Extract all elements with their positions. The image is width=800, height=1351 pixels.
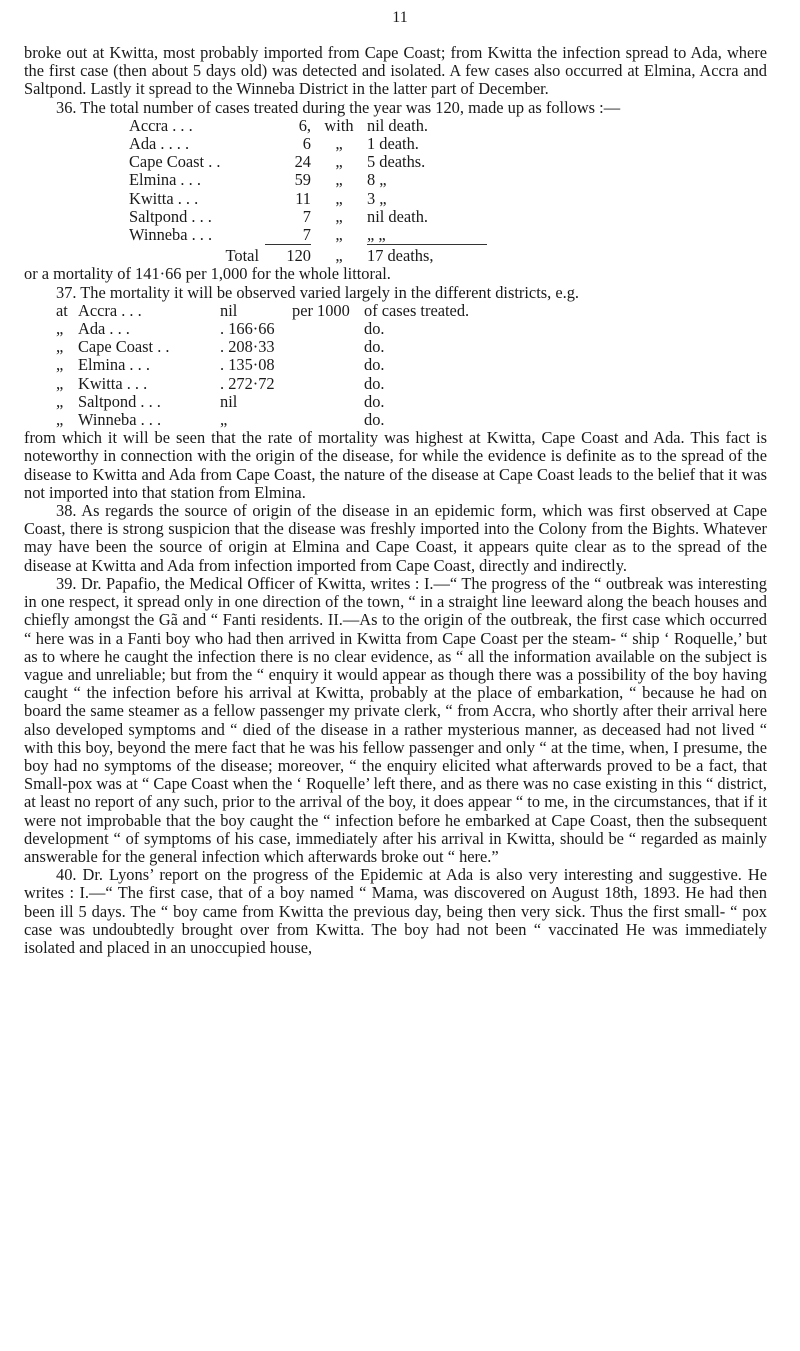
with-cell: „	[335, 225, 343, 245]
tail-cell: do.	[364, 319, 385, 339]
cases-cell: 59	[294, 170, 311, 190]
deaths-cell: nil death.	[367, 206, 428, 226]
mortality-rates-table	[56, 302, 514, 429]
prefix-cell: „	[56, 319, 64, 339]
rate-cell: nil	[220, 300, 238, 320]
unit-cell	[292, 411, 364, 429]
table-row	[129, 226, 487, 245]
rate-cell: „	[220, 410, 228, 430]
with-cell: „	[335, 134, 343, 154]
with-cell: „	[335, 206, 343, 226]
rate-cell: . 166·66	[220, 319, 275, 339]
deaths-cell: 5 deaths.	[367, 152, 426, 172]
place-cell: Winneba . . .	[78, 410, 162, 430]
prefix-cell: „	[56, 337, 64, 357]
rate-cell: . 208·33	[220, 337, 275, 357]
paragraph-37-continued: from which it will be seen that the rate of mortality was highest at Kwitta, Cape Coast and Ada. This fact is noteworthy in connection with the origin of the disease, for while the evidence is definite as to the spread of the disease to Kwitta and Ada from Cape Coast, the nature of the disease at Cape Coast leads to the belief that it was not imported into that station from Elmina.	[24, 428, 767, 502]
paragraph-39: 39. Dr. Papafio, the Medical Officer of Kwitta, writes : I.—“ The progress of the “ outbreak was interesting in one respect, it spread only in one direction of the town, “ in a straight line leeward along the beach houses and chiefly amongst the Gã and “ Fanti residents. II.—As to the origin of the outbreak, the first case which occurred “ here was in a Fanti boy who had then arrived in Kwitta from Cape Coast per the steam- “ ship ‘ Roquelle,’ but as to where he caught the infection there is no clear evidence, as “ all the information available on the subject is vague and unreliable; but from the “ enquiry it would appear as though there was a possibility of the boy having caught “ the infection before his arrival at Kwitta, probably at the place of embarkation, “ because he had on board the same steamer as a fellow passenger my private clerk, “ from Accra, who shortly after their arrival here also developed symptoms and “ died of the disease in a rather mysterious manner, as deceased had not lived “ with this boy, beyond the mere fact that he was his fellow passenger and only “ at the time, when, I presume, the boy had no symptoms of the disease; moreover, “ the enquiry elicited what afterwards proved to be a fact, that Small-pox was at “ Cape Coast when the ‘ Roquelle’ left there, and as there was no case existing in this “ district, at least no report of any such, prior to the arrival of the boy, it does appear “ to me, in the circumstances, that if it were not improbable that the boy caught the “ infection before he embarked at Cape Coast, then the subsequent development “ of symptoms of his case, immediately after his arrival in Kwitta, should be “ regarded as mainly answerable for the general infection which afterwards broke out “ here.”	[24, 573, 767, 866]
unit-cell: per 1000	[292, 300, 350, 320]
unit-cell	[292, 356, 364, 374]
table-row	[129, 208, 487, 226]
paragraph-37: 37. The mortality it will be observed varied largely in the different districts, e.g.	[56, 282, 580, 302]
cases-cell: 7	[302, 206, 311, 226]
table-row	[56, 302, 514, 320]
place-cell: Kwitta . . .	[129, 188, 199, 208]
tail-cell: of cases treated.	[364, 300, 470, 320]
place-cell: Saltpond . . .	[129, 206, 212, 226]
paragraph-38: 38. As regards the source of origin of the disease in an epidemic form, which was first observed at Cape Coast, there is strong suspicion that the disease was freshly imported into the Colony from the Bights. Whatever may have been the source of origin at Elmina and Cape Coast, it appears quite clear as to the spread of the disease at Kwitta and Ada from infection imported from Cape Coast, directly and indirectly.	[24, 501, 767, 575]
unit-cell	[292, 320, 364, 338]
unit-cell	[292, 393, 364, 411]
place-cell: Accra . . .	[129, 115, 193, 135]
prefix-cell: „	[56, 373, 64, 393]
place-cell: Elmina . . .	[78, 355, 150, 375]
total-cases: 120	[286, 246, 311, 266]
page-text	[24, 44, 767, 957]
table-row	[56, 375, 514, 393]
table-row	[56, 320, 514, 338]
prefix-cell: „	[56, 410, 64, 430]
place-cell: Cape Coast . .	[78, 337, 170, 357]
with-cell: „	[335, 188, 343, 208]
tail-cell: do.	[364, 355, 385, 375]
with-cell: with	[324, 115, 354, 135]
table-row	[129, 190, 487, 208]
table-row	[129, 117, 487, 135]
rate-cell: . 272·72	[220, 373, 275, 393]
unit-cell	[292, 338, 364, 356]
place-cell: Accra . . .	[78, 300, 142, 320]
paragraph-36: 36. The total number of cases treated during the year was 120, made up as follows :—	[56, 97, 621, 117]
page-number: 11	[392, 9, 408, 26]
deaths-cell: 8 „	[367, 170, 387, 190]
prefix-cell: „	[56, 355, 64, 375]
table-row	[56, 356, 514, 374]
cases-cell: 6,	[298, 115, 311, 135]
table-row	[56, 338, 514, 356]
deaths-cell: 1 death.	[367, 134, 419, 154]
cases-cell: 6	[302, 134, 311, 154]
place-cell: Elmina . . .	[129, 170, 201, 190]
paragraph-35-continued: broke out at Kwitta, most probably imported from Cape Coast; from Kwitta the infection spread to Ada, where the first case (then about 5 days old) was detected and isolated. A few cases also occurred at Elmina, Accra and Saltpond. Lastly it spread to the Winneba District in the latter part of December.	[24, 43, 767, 99]
table-row	[56, 393, 514, 411]
table-row	[129, 153, 487, 171]
place-cell: Ada . . .	[78, 319, 130, 339]
total-deaths: 17 deaths,	[367, 246, 434, 266]
total-with: „	[335, 246, 343, 266]
rate-cell: . 135·08	[220, 355, 275, 375]
total-label: Total	[225, 246, 259, 266]
tail-cell: do.	[364, 410, 385, 430]
mortality-line: or a mortality of 141·66 per 1,000 for the whole littoral.	[24, 264, 391, 284]
with-cell: „	[335, 152, 343, 172]
with-cell: „	[335, 170, 343, 190]
tail-cell: do.	[364, 337, 385, 357]
tail-cell: do.	[364, 373, 385, 393]
total-row	[129, 245, 487, 265]
table-row	[129, 135, 487, 153]
place-cell: Winneba . . .	[129, 225, 213, 245]
paragraph-40: 40. Dr. Lyons’ report on the progress of the Epidemic at Ada is also very interesting and suggestive. He writes : I.—“ The first case, that of a boy named “ Mama, was discovered on August 18th, 1893. He had then been ill 5 days. The “ boy came from Kwitta the previous day, being then very sick. Thus the first small- “ pox case was undoubtedly brought over from Kwitta. The boy had not been “ vaccinated He was immediately isolated and placed in an unoccupied house,	[24, 865, 767, 957]
prefix-cell: „	[56, 391, 64, 411]
cases-cell: 7	[302, 225, 311, 245]
place-cell: Kwitta . . .	[78, 373, 148, 393]
deaths-cell: nil death.	[367, 115, 428, 135]
prefix-cell: at	[56, 300, 68, 320]
cases-table	[129, 117, 487, 266]
deaths-cell: 3 „	[367, 188, 387, 208]
tail-cell: do.	[364, 391, 385, 411]
unit-cell	[292, 375, 364, 393]
rate-cell: nil	[220, 391, 238, 411]
deaths-cell: „ „	[367, 225, 386, 245]
cases-cell: 24	[294, 152, 311, 172]
table-row	[129, 171, 487, 189]
place-cell: Ada . . . .	[129, 134, 190, 154]
table-row	[56, 411, 514, 429]
place-cell: Cape Coast . .	[129, 152, 221, 172]
place-cell: Saltpond . . .	[78, 391, 161, 411]
cases-cell: 11	[295, 188, 311, 208]
